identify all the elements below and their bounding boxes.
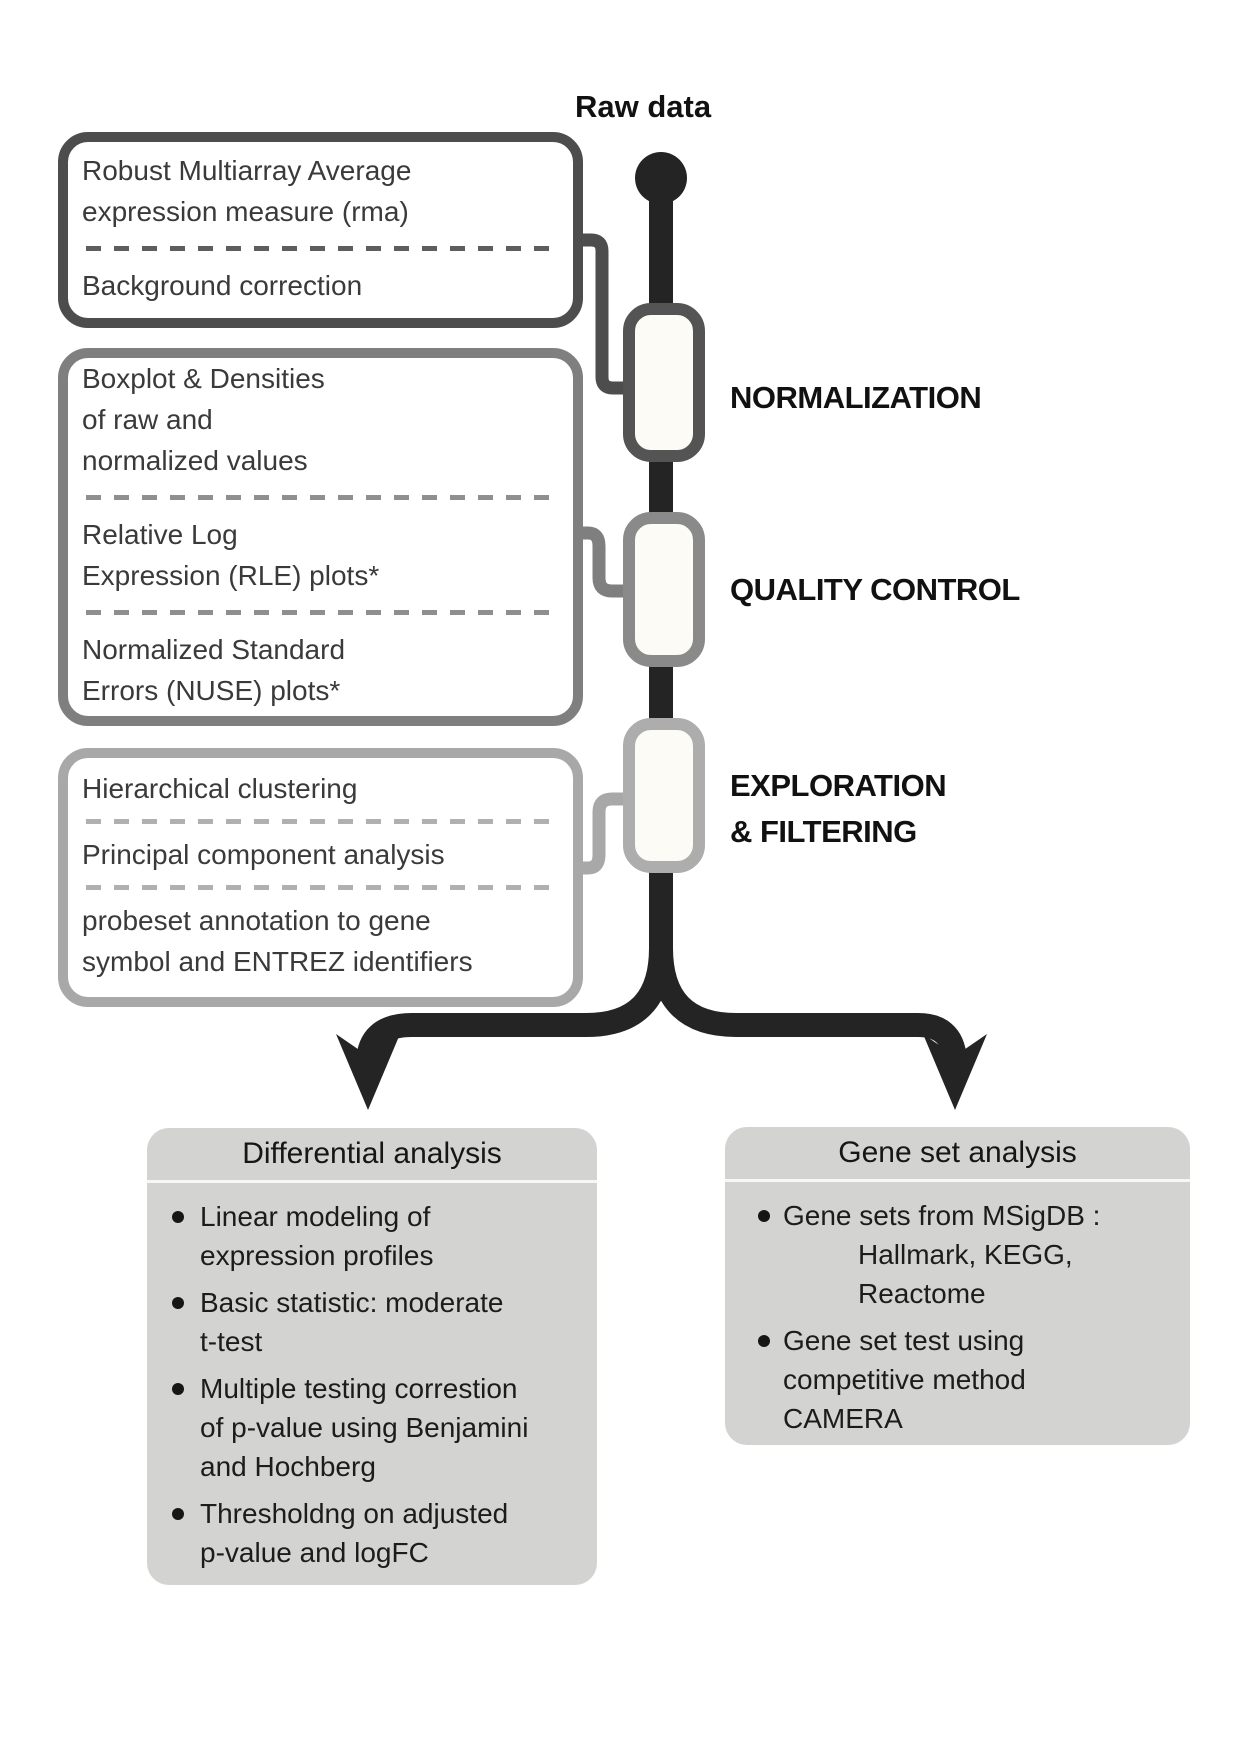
- list-item: [147, 1283, 597, 1361]
- bullet-line: and Hochberg: [200, 1451, 376, 1482]
- process-box-normalization: [58, 132, 583, 328]
- bullet-line: competitive method: [783, 1364, 1026, 1395]
- dashed-divider: [86, 610, 555, 615]
- result-box-title: Gene set analysis: [838, 1136, 1077, 1169]
- stage-label-line: & FILTERING: [730, 814, 917, 849]
- bullet-list: [725, 1182, 1190, 1438]
- stage-label-quality-control: [730, 567, 1020, 613]
- bullet-line: CAMERA: [783, 1403, 903, 1434]
- process-step-text: Robust Multiarray Average: [82, 155, 412, 186]
- process-step-text: Normalized Standard: [82, 634, 346, 665]
- stage-label-line: QUALITY CONTROL: [730, 572, 1020, 607]
- process-step-text: normalized values: [82, 445, 308, 476]
- bullet-dot-icon: [172, 1383, 184, 1395]
- bullet-dot-icon: [172, 1297, 184, 1309]
- result-box-title: Differential analysis: [242, 1137, 502, 1170]
- bullet-line: Thresholdng on adjusted: [200, 1498, 509, 1529]
- stage-label-line: NORMALIZATION: [730, 380, 982, 415]
- stage-label-line: EXPLORATION: [730, 768, 947, 803]
- stage-label-exploration-filtering: [730, 763, 946, 855]
- bullet-dot-icon: [758, 1335, 770, 1347]
- bullet-line: Linear modeling of: [200, 1201, 431, 1232]
- bullet-dot-icon: [172, 1508, 184, 1520]
- bullet-line: Gene set test using: [783, 1325, 1025, 1356]
- process-step-text: Principal component analysis: [82, 839, 445, 870]
- bullet-line: Basic statistic: moderate: [200, 1287, 504, 1318]
- connector-quality-control: [583, 533, 626, 591]
- process-box-exploration-filtering: [58, 748, 583, 1007]
- process-step-text: Relative Log: [82, 519, 238, 550]
- bullet-line: p-value and logFC: [200, 1537, 429, 1568]
- bullet-line: Multiple testing correstion: [200, 1373, 518, 1404]
- dashed-divider: [86, 819, 555, 824]
- list-item: [147, 1197, 597, 1275]
- stage-node-exploration-filtering: [623, 718, 705, 873]
- dashed-divider: [86, 885, 555, 890]
- process-box-quality-control: [58, 348, 583, 726]
- bullet-line: t-test: [200, 1326, 263, 1357]
- bullet-dot-icon: [172, 1211, 184, 1223]
- dashed-divider: [86, 246, 555, 251]
- branch-right-arm: [661, 934, 955, 1064]
- list-item: [725, 1321, 1190, 1438]
- connector-normalization: [583, 240, 626, 388]
- bullet-line: Reactome: [858, 1278, 986, 1309]
- connector-exploration-filtering: [583, 799, 626, 868]
- list-item: [147, 1369, 597, 1486]
- process-step-text: Hierarchical clustering: [82, 773, 358, 804]
- process-step-text: Background correction: [82, 270, 363, 301]
- bullet-line: Hallmark, KEGG,: [858, 1239, 1073, 1270]
- process-step-text: probeset annotation to gene: [82, 905, 431, 936]
- result-box-gene-set-analysis: [725, 1127, 1190, 1445]
- list-item: [725, 1196, 1190, 1313]
- process-step-text: Errors (NUSE) plots*: [82, 675, 341, 706]
- process-step-text: of raw and: [82, 404, 213, 435]
- list-item: [147, 1494, 597, 1572]
- process-step-text: Expression (RLE) plots*: [82, 560, 380, 591]
- bullet-line: of p-value using Benjamini: [200, 1412, 529, 1443]
- dashed-divider: [86, 495, 555, 500]
- process-step-text: Boxplot & Densities: [82, 363, 325, 394]
- process-step-text: symbol and ENTREZ identifiers: [82, 946, 473, 977]
- bullet-dot-icon: [758, 1210, 770, 1222]
- bullet-line: expression profiles: [200, 1240, 434, 1271]
- process-step-text: expression measure (rma): [82, 196, 409, 227]
- stage-node-quality-control: [623, 512, 705, 667]
- raw-data-label: Raw data: [575, 89, 712, 124]
- stage-label-normalization: [730, 375, 981, 421]
- bullet-list: [147, 1183, 597, 1572]
- result-box-differential-analysis: [147, 1128, 597, 1585]
- stage-node-normalization: [623, 303, 705, 462]
- bullet-line: Gene sets from MSigDB :: [783, 1200, 1101, 1231]
